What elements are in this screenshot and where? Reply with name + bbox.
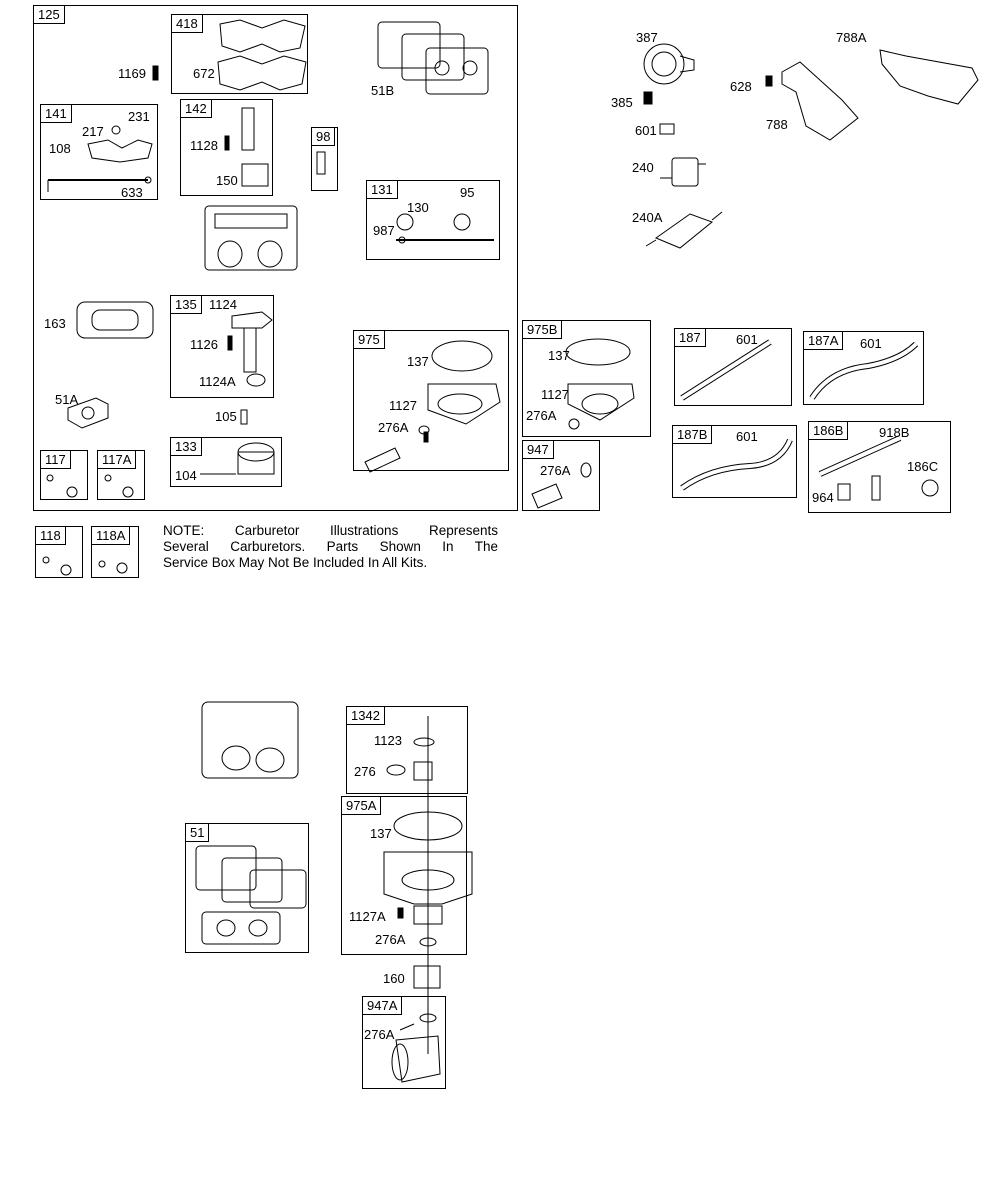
- kit-label: 187B: [673, 426, 712, 444]
- part-label: 276: [354, 764, 376, 779]
- part-label: 186C: [907, 459, 939, 474]
- kit-label: 133: [171, 438, 202, 456]
- part-label: 1169: [118, 66, 146, 81]
- part-label: 672: [193, 66, 215, 81]
- kit-label: 131: [367, 181, 398, 199]
- part-label: 1127: [541, 387, 569, 402]
- kit-label: 117: [41, 451, 71, 469]
- kit-box-1342: [346, 706, 468, 794]
- note-line: Several Carburetors. Parts Shown In The: [163, 539, 498, 554]
- part-label: 51B: [371, 83, 395, 98]
- kit-label: 98: [312, 128, 335, 146]
- part-label: 104: [175, 468, 197, 483]
- part-label: 385: [611, 95, 633, 110]
- kit-label: 141: [41, 105, 72, 123]
- kit-label: 975A: [342, 797, 381, 815]
- part-label: 1127A: [349, 909, 386, 924]
- kit-label: 418: [172, 15, 203, 33]
- kit-label: 975B: [523, 321, 562, 339]
- kit-box-118a: [91, 526, 139, 578]
- kit-box-117: [40, 450, 88, 500]
- part-label: 628: [730, 79, 752, 94]
- kit-box-131: [366, 180, 500, 260]
- part-label: 601: [736, 332, 758, 347]
- note-line: NOTE: Carburetor Illustrations Represents: [163, 523, 498, 538]
- part-label: 918B: [879, 425, 910, 440]
- part-label: 387: [636, 30, 658, 45]
- part-label: 137: [370, 826, 392, 841]
- part-label: 137: [407, 354, 429, 369]
- part-label: 276A: [375, 932, 406, 947]
- kit-label: 135: [171, 296, 202, 314]
- kit-label: 117A: [98, 451, 136, 469]
- part-label: 1124: [209, 297, 237, 312]
- part-label: 1127: [389, 398, 417, 413]
- part-label: 105: [215, 409, 237, 424]
- part-label: 788: [766, 117, 788, 132]
- part-label: 601: [736, 429, 758, 444]
- kit-label: 187A: [804, 332, 843, 350]
- part-label: 217: [82, 124, 104, 139]
- part-label: 788A: [836, 30, 867, 45]
- kit-box-98: [311, 127, 338, 191]
- part-label: 150: [216, 173, 238, 188]
- part-label: 95: [460, 185, 475, 200]
- part-label: 601: [635, 123, 657, 138]
- part-label: 240A: [632, 210, 663, 225]
- part-label: 1124A: [199, 374, 236, 389]
- part-label: 51A: [55, 392, 79, 407]
- kit-label: 187: [675, 329, 706, 347]
- kit-label: 118A: [92, 527, 130, 545]
- kit-label: 125: [34, 6, 65, 24]
- kit-box-51: [185, 823, 309, 953]
- kit-label: 947: [523, 441, 554, 459]
- part-label: 137: [548, 348, 570, 363]
- part-label: 231: [128, 109, 150, 124]
- kit-box-117a: [97, 450, 145, 500]
- kit-label: 947A: [363, 997, 402, 1015]
- part-label: 276A: [540, 463, 571, 478]
- kit-label: 186B: [809, 422, 848, 440]
- part-label: 276A: [526, 408, 557, 423]
- part-label: 130: [407, 200, 429, 215]
- part-label: 240: [632, 160, 654, 175]
- kit-box-187b: [672, 425, 797, 498]
- part-label: 160: [383, 971, 405, 986]
- part-label: 964: [812, 490, 834, 505]
- note-line: Service Box May Not Be Included In All Kits.: [163, 555, 428, 570]
- kit-label: 1342: [347, 707, 385, 725]
- kit-box-975: [353, 330, 509, 471]
- kit-box-418: [171, 14, 308, 94]
- kit-box-118: [35, 526, 83, 578]
- part-label: 601: [860, 336, 882, 351]
- part-label: 108: [49, 141, 71, 156]
- part-label: 987: [373, 223, 395, 238]
- kit-box-187: [674, 328, 792, 406]
- kit-label: 51: [186, 824, 209, 842]
- part-label: 1126: [190, 337, 218, 352]
- kit-label: 142: [181, 100, 212, 118]
- part-label: 276A: [364, 1027, 395, 1042]
- kit-label: 118: [36, 527, 66, 545]
- kit-box-947a: [362, 996, 446, 1089]
- kit-label: 975: [354, 331, 385, 349]
- carburetor-note: [163, 523, 498, 571]
- part-label: 1123: [374, 733, 402, 748]
- part-label: 163: [44, 316, 66, 331]
- part-label: 276A: [378, 420, 409, 435]
- part-label: 633: [121, 185, 143, 200]
- part-label: 1128: [190, 138, 218, 153]
